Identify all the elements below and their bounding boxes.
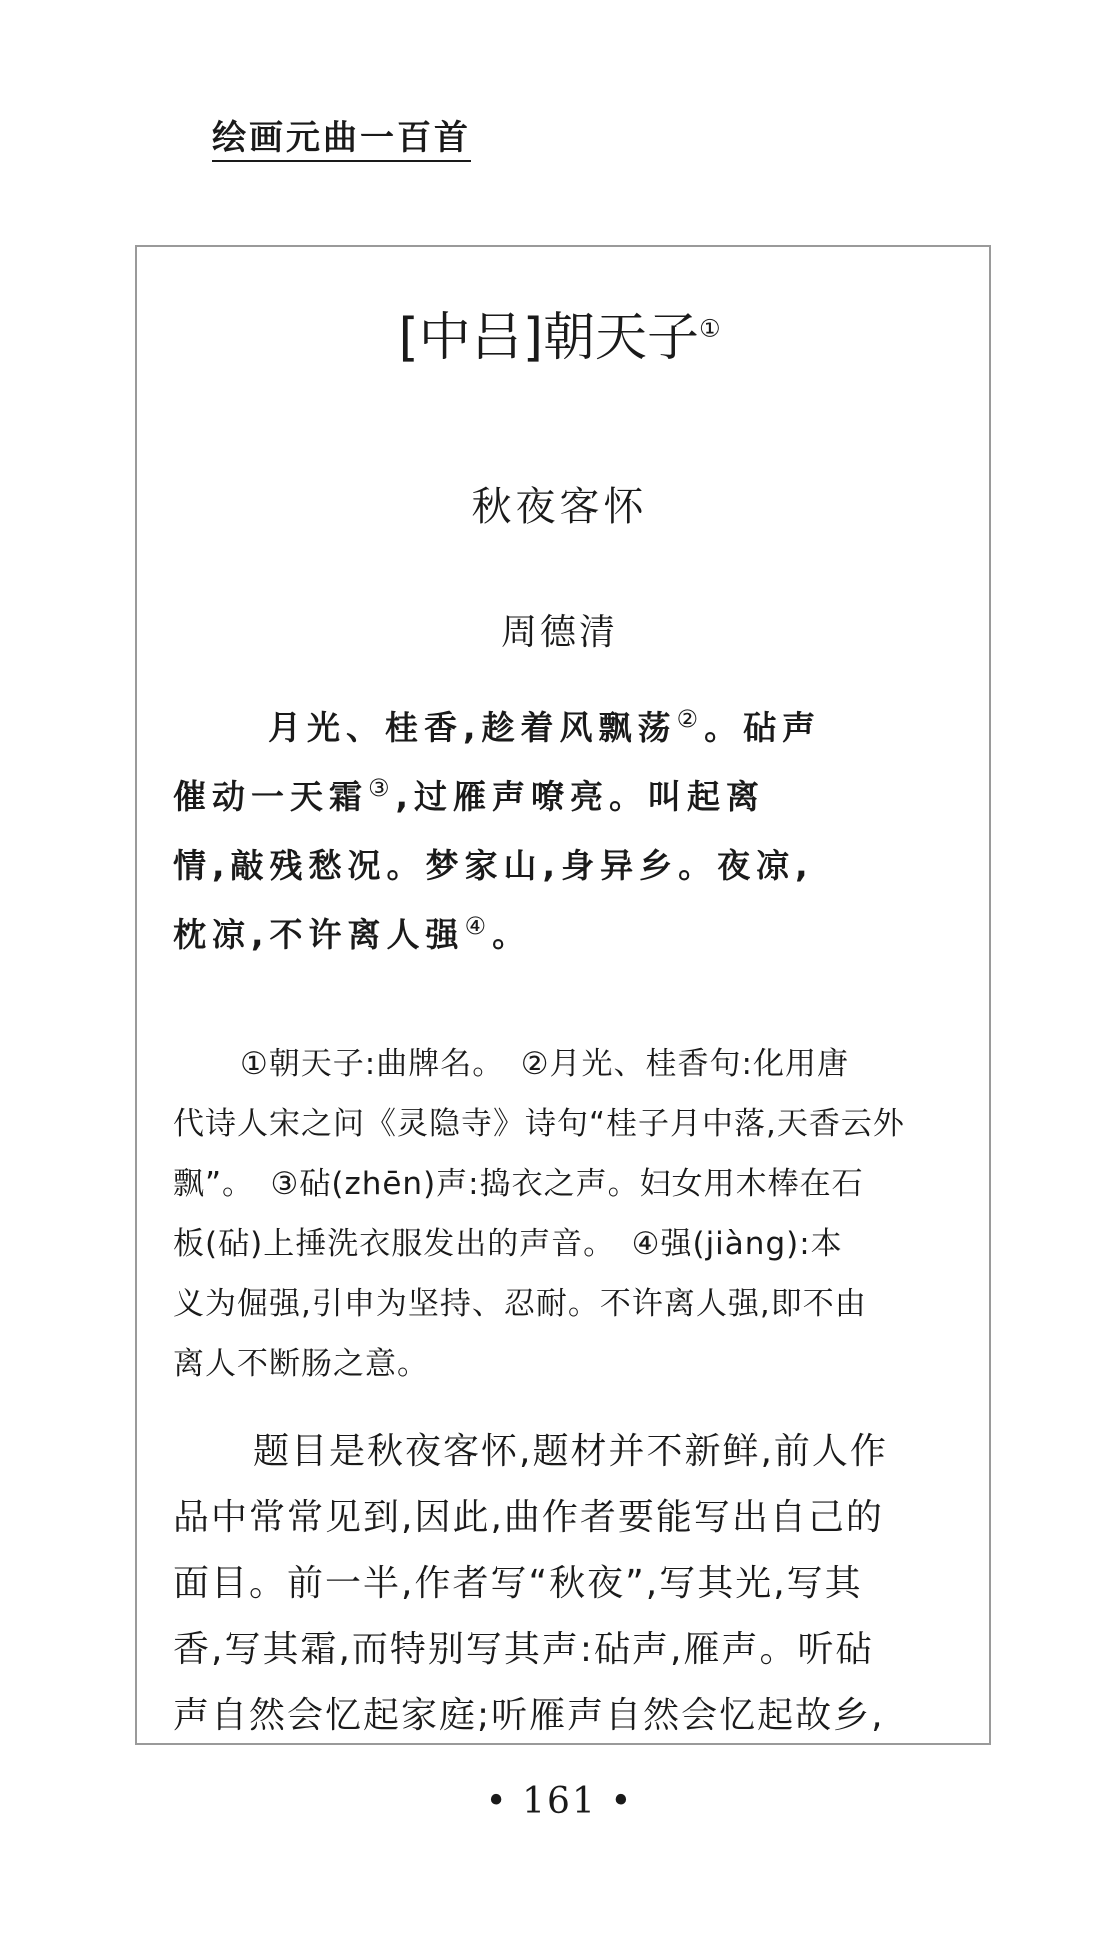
footnote-marker: ② [676, 705, 705, 733]
lyric-text: 。 [492, 915, 532, 954]
qupai-heading [0, 308, 1119, 368]
footnote-marker: ① [699, 314, 721, 343]
lyric-text: 月光、桂香,趁着风飘荡 [268, 708, 677, 747]
note-line: 飘”。 ③砧(zhēn)声:捣衣之声。妇女用木棒在石 [173, 1166, 864, 1202]
page-number: • 161 • [485, 1781, 634, 1822]
commentary-line: 声自然会忆起家庭;听雁声自然会忆起故乡, [173, 1695, 885, 1736]
lyric-line [173, 912, 958, 955]
commentary-line: 题目是秋夜客怀,题材并不新鲜,前人作 [253, 1431, 888, 1472]
lyric-line [268, 705, 1053, 748]
lyric-text: 催动一天霜 [173, 777, 368, 816]
note-line: ①朝天子:曲牌名。 ②月光、桂香句:化用唐 [240, 1046, 849, 1082]
commentary-line: 面目。前一半,作者写“秋夜”,写其光,写其 [173, 1563, 863, 1604]
lyric-text: 枕凉,不许离人强 [173, 915, 465, 954]
lyric-text: ,过雁声嘹亮。叫起离 [395, 777, 766, 816]
note-line: 板(砧)上捶洗衣服发出的声音。 ④强(jiàng):本 [173, 1226, 843, 1262]
note-line: 义为倔强,引申为坚持、忍耐。不许离人强,即不由 [173, 1286, 867, 1322]
commentary-line: 品中常常见到,因此,曲作者要能写出自己的 [173, 1497, 884, 1538]
poem-author: 周德清 [500, 612, 618, 653]
note-line: 离人不断肠之意。 [173, 1346, 429, 1382]
poem-title: 秋夜客怀 [471, 484, 648, 530]
commentary-line: 香,写其霜,而特别写其声:砧声,雁声。听砧 [173, 1629, 874, 1670]
lyric-text: 。砧声 [704, 708, 822, 747]
note-line: 代诗人宋之问《灵隐寺》诗句“桂子月中落,天香云外 [173, 1106, 905, 1142]
lyric-line [173, 846, 958, 886]
footnote-marker: ③ [368, 774, 396, 802]
lyric-line [173, 774, 958, 817]
lyric-text: 情,敲残愁况。梦家山,身异乡。夜凉, [173, 846, 814, 885]
qupai-text: [中吕]朝天子 [398, 308, 700, 368]
book-title: 绘画元曲一百首 [212, 118, 471, 162]
footnote-marker: ④ [464, 912, 493, 940]
